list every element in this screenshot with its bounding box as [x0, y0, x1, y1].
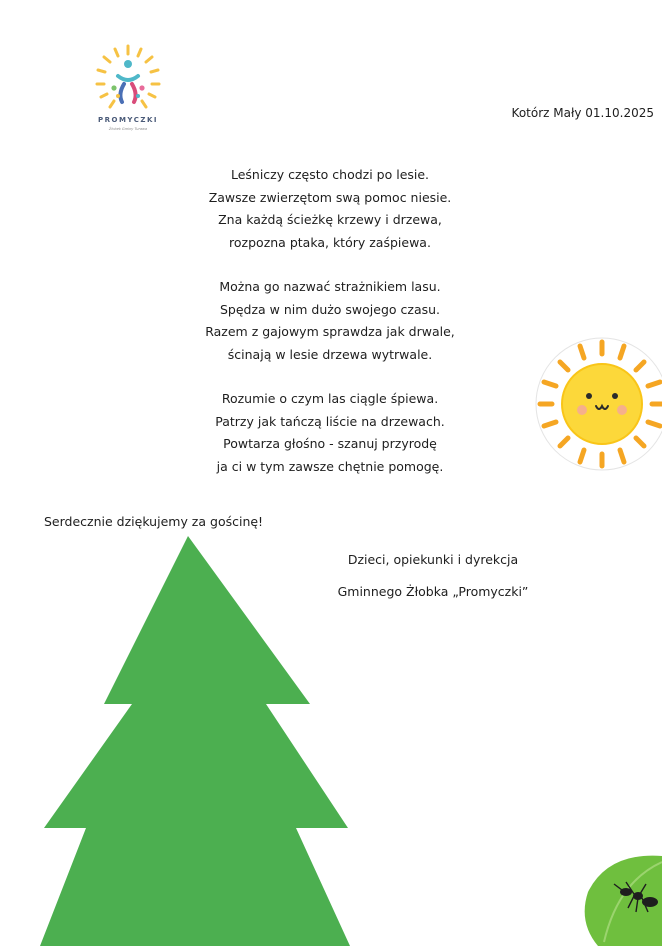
poem-line: Zna każdą ścieżkę krzewy i drzewa,: [218, 212, 442, 227]
signature-line-1: Dzieci, opiekunki i dyrekcja: [347, 552, 519, 567]
poem-line: Patrzy jak tańczą liście na drzewach.: [215, 413, 445, 429]
thanks-message: Serdecznie dziękujemy za gościnę!: [44, 514, 264, 529]
poem-stanza-1: [150, 164, 510, 254]
poem-line: Zawsze zwierzętom swą pomoc niesie.: [208, 189, 452, 205]
christmas-tree-icon: [40, 536, 354, 946]
poem-line: ścinają w lesie drzewa wytrwale.: [227, 346, 433, 362]
poem-line: Spędza w nim dużo swojego czasu.: [219, 301, 441, 317]
leaf-ant-icon: [578, 852, 662, 946]
logo-name: PROMYCZKI: [98, 116, 158, 124]
poem-stanza-2: [150, 276, 510, 366]
poem-line: Można go nazwać strażnikiem lasu.: [219, 279, 441, 294]
poem: [150, 164, 510, 500]
signature-line-2: Gminnego Żłobka „Promyczki”: [337, 584, 529, 599]
logo-subtitle: Żłobek Gminy Turawa: [108, 127, 148, 131]
promyczki-logo: [88, 40, 168, 140]
poem-stanza-3: [150, 388, 510, 478]
place-date: Kotórz Mały 01.10.2025: [511, 106, 654, 120]
logo-rays-icon: [88, 40, 168, 120]
poem-line: Leśniczy często chodzi po lesie.: [230, 167, 430, 182]
poem-line: rozpozna ptaka, który zaśpiewa.: [229, 234, 431, 250]
sun-icon: [530, 334, 662, 474]
poem-line: Rozumie o czym las ciągle śpiewa.: [221, 391, 439, 406]
poem-line: ja ci w tym zawsze chętnie pomogę.: [216, 458, 444, 474]
poem-line: Powtarza głośno - szanuj przyrodę: [223, 436, 437, 451]
poem-line: Razem z gajowym sprawdza jak drwale,: [205, 324, 455, 339]
